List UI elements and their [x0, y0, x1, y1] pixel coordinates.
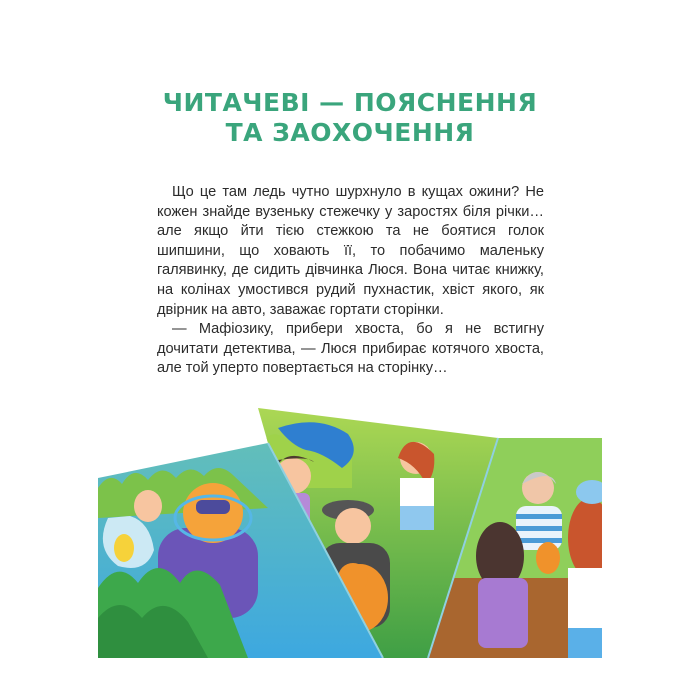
title-line-2: ТА ЗАОХОЧЕННЯ	[225, 118, 475, 147]
page-title	[0, 88, 700, 148]
title-line-1: ЧИТАЧЕВІ — ПОЯСНЕННЯ	[162, 88, 538, 117]
illustration	[98, 388, 602, 658]
paragraph-1: Що це там ледь чутно шурхнуло в кущах ожини? Не кожен знайде вузеньку стежечку у заростях біля річки… але якщо йти тією стежкою та не боятися голок шипшини, що ховають її, то побачимо маленьку галявинку, де сидить дівчинка Люся. Вона читає книжку, на колінах умостився рудий пухнастик, хвіст якого, як двірник на авто, заважає гортати сторінки.	[157, 184, 544, 318]
paragraph-2: — Мафіозику, прибери хвоста, бо я не встигну дочитати детектива, — Люся прибирає котячого хвоста, але той уперто повертається на сторінку…	[157, 321, 544, 377]
body-text	[157, 183, 544, 379]
